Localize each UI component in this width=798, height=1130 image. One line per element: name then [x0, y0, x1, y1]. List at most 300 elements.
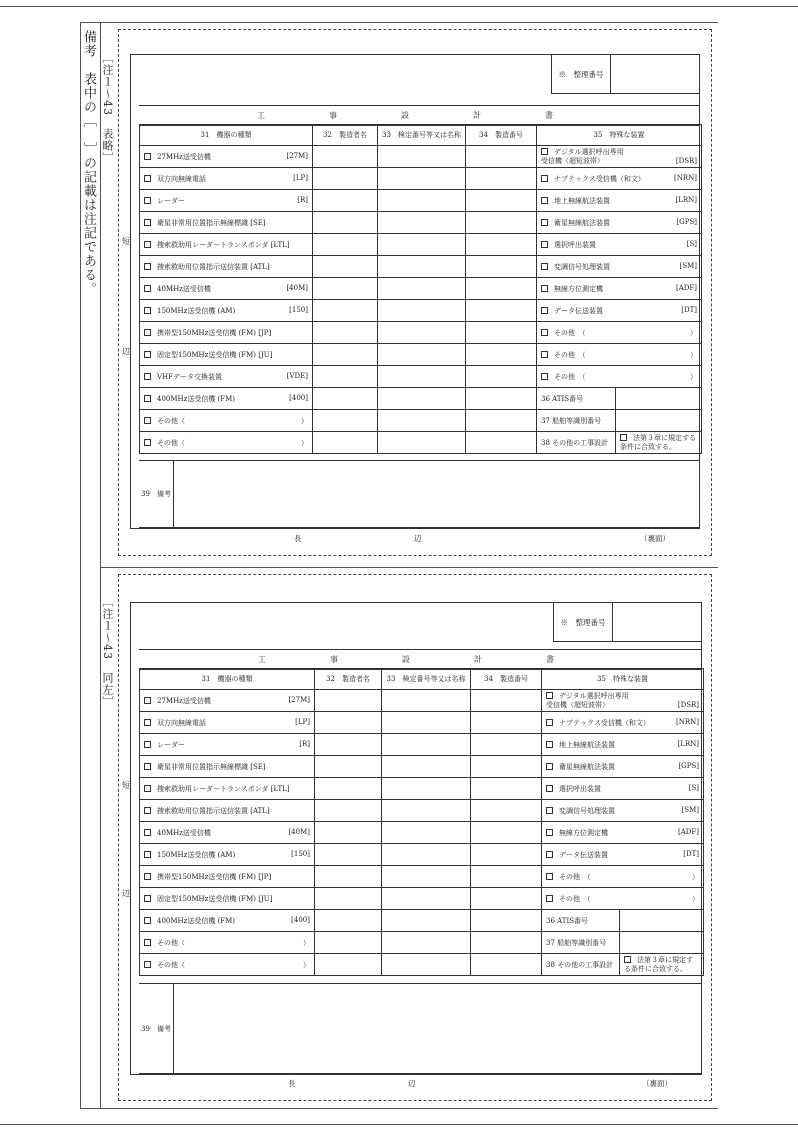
checkbox[interactable] [546, 785, 553, 792]
table-row [140, 844, 704, 866]
bottom-long-1: 長 [294, 534, 302, 543]
ship-id-field[interactable] [620, 932, 704, 954]
special-device-cell [542, 712, 704, 734]
device-code: [LP] [295, 717, 310, 726]
checkbox[interactable] [144, 697, 151, 704]
form-1-rows [140, 146, 702, 454]
table-row [140, 410, 702, 432]
bottom-reverse-2: （裏面） [642, 1079, 672, 1088]
checkbox[interactable] [546, 741, 553, 748]
device-name: 捜索救助用位置指示送信装置 [ATL] [157, 262, 270, 271]
checkbox[interactable] [620, 434, 627, 441]
table-row [140, 322, 702, 344]
side-edge-2: 辺 [122, 889, 130, 898]
checkbox[interactable] [546, 807, 553, 814]
serial-cell[interactable] [471, 800, 542, 822]
checkbox[interactable] [541, 373, 548, 380]
cert-number-cell[interactable] [378, 322, 466, 344]
special-device-name: その他 （ [554, 372, 586, 381]
cert-number-cell[interactable] [382, 910, 471, 932]
checkbox[interactable] [546, 873, 553, 880]
manufacturer-cell[interactable] [315, 712, 382, 734]
cert-number-cell[interactable] [378, 146, 466, 168]
cert-number-cell[interactable] [382, 822, 471, 844]
table-row [140, 910, 704, 932]
table-header-row [140, 125, 702, 146]
table-row [140, 690, 704, 712]
manufacturer-cell[interactable] [315, 866, 382, 888]
other-work-value [620, 954, 704, 976]
manufacturer-cell[interactable] [313, 278, 378, 300]
checkbox[interactable] [541, 351, 548, 358]
device-code: [VDE] [286, 371, 308, 380]
special-device-cell [542, 888, 704, 910]
ship-id-label: 37 船舶等識別番号 [537, 410, 616, 432]
serial-cell[interactable] [471, 778, 542, 800]
manufacturer-cell[interactable] [313, 256, 378, 278]
registration-number-label: ※ 整理番号 [552, 55, 611, 93]
special-device-name: ナブテックス受信機（和文） [554, 174, 645, 183]
device-name: 双方向無線電話 [157, 718, 206, 727]
table-row [140, 932, 704, 954]
cert-number-cell[interactable] [382, 932, 471, 954]
serial-cell[interactable] [466, 322, 537, 344]
special-device-name: デジタル選択呼出専用 [554, 147, 624, 156]
special-device-code: ） [692, 872, 700, 881]
manufacturer-cell[interactable] [315, 800, 382, 822]
device-cell [140, 888, 315, 910]
table-row [140, 278, 702, 300]
manufacturer-cell[interactable] [313, 146, 378, 168]
special-device-cell [537, 278, 702, 300]
header-special: 35 特殊な装置 [537, 125, 702, 146]
checkbox[interactable] [546, 829, 553, 836]
checkbox[interactable] [144, 873, 151, 880]
manufacturer-cell[interactable] [315, 756, 382, 778]
checkbox[interactable] [144, 917, 151, 924]
construction-design-form-2 [130, 602, 702, 1075]
checkbox[interactable] [541, 175, 548, 182]
checkbox[interactable] [144, 439, 151, 446]
special-device-code: [DT] [681, 305, 698, 314]
cert-number-cell[interactable] [378, 212, 466, 234]
serial-cell[interactable] [471, 690, 542, 712]
cert-number-cell[interactable] [378, 168, 466, 190]
device-name: その他（ [157, 416, 185, 425]
serial-cell[interactable] [466, 388, 537, 410]
device-cell [140, 190, 313, 212]
device-cell [140, 388, 313, 410]
device-name: 衛星非常用位置指示無線標識 [SE] [157, 218, 266, 227]
special-device-cell [542, 734, 704, 756]
serial-cell[interactable] [471, 822, 542, 844]
checkbox[interactable] [144, 219, 151, 226]
table-row [140, 146, 702, 168]
special-device-name: ナブテックス受信機（和文） [559, 718, 650, 727]
cert-number-cell[interactable] [382, 888, 471, 910]
remarks-note-vertical: 備考 表中の［ ］の記載は注記である。 [81, 30, 96, 296]
serial-cell[interactable] [466, 256, 537, 278]
manufacturer-cell[interactable] [315, 690, 382, 712]
device-code: [LP] [293, 173, 308, 182]
serial-cell[interactable] [471, 932, 542, 954]
serial-cell[interactable] [466, 146, 537, 168]
serial-cell[interactable] [471, 756, 542, 778]
checkbox[interactable] [541, 307, 548, 314]
checkbox[interactable] [541, 219, 548, 226]
manufacturer-cell[interactable] [313, 212, 378, 234]
device-cell [140, 168, 313, 190]
table-row [140, 822, 704, 844]
bracket-note-1: ［注１〜43 表略］ [101, 52, 114, 164]
special-device-name: その他 （ [554, 328, 586, 337]
special-device-name: 変調信号処理装置 [559, 806, 615, 815]
checkbox[interactable] [144, 153, 151, 160]
cert-number-cell[interactable] [378, 300, 466, 322]
checkbox[interactable] [144, 895, 151, 902]
cert-number-cell[interactable] [378, 190, 466, 212]
special-device-cell [542, 778, 704, 800]
special-device-code: [S] [688, 783, 700, 792]
table-row [140, 432, 702, 454]
device-name: その他（ [157, 438, 185, 447]
manufacturer-cell[interactable] [315, 778, 382, 800]
cert-number-cell[interactable] [382, 756, 471, 778]
special-device-cell [542, 690, 704, 712]
other-work-text: 法第３章に規定する条件に合致する。 [620, 433, 696, 451]
special-device-name: その他 （ [559, 872, 591, 881]
special-device-code: ） [692, 894, 700, 903]
checkbox[interactable] [144, 351, 151, 358]
checkbox[interactable] [144, 373, 151, 380]
checkbox[interactable] [624, 956, 631, 963]
cert-number-cell[interactable] [382, 778, 471, 800]
cert-number-cell[interactable] [378, 366, 466, 388]
serial-cell[interactable] [471, 866, 542, 888]
cert-number-cell[interactable] [382, 734, 471, 756]
device-cell [140, 432, 313, 454]
serial-cell[interactable] [471, 888, 542, 910]
cert-number-cell[interactable] [382, 844, 471, 866]
checkbox[interactable] [546, 895, 553, 902]
device-code: [400] [289, 393, 308, 402]
checkbox[interactable] [144, 851, 151, 858]
checkbox[interactable] [144, 807, 151, 814]
inner-frame-line [100, 22, 101, 1108]
special-device-cell [537, 146, 702, 168]
manufacturer-cell[interactable] [315, 932, 382, 954]
checkbox[interactable] [546, 692, 553, 699]
manufacturer-cell[interactable] [313, 190, 378, 212]
manufacturer-cell[interactable] [313, 366, 378, 388]
serial-cell[interactable] [471, 844, 542, 866]
bottom-edge-1: 辺 [414, 534, 422, 543]
manufacturer-cell[interactable] [313, 168, 378, 190]
checkbox[interactable] [144, 939, 151, 946]
special-device-code: [NRN] [674, 173, 698, 182]
serial-cell[interactable] [466, 366, 537, 388]
serial-cell[interactable] [466, 432, 537, 454]
special-device-name: 選択呼出装置 [559, 784, 601, 793]
special-device-code: [NRN] [676, 717, 700, 726]
atis-field[interactable] [620, 910, 704, 932]
special-device-cell [537, 212, 702, 234]
checkbox[interactable] [541, 263, 548, 270]
special-device-name: その他 （ [559, 894, 591, 903]
special-device-cell [537, 234, 702, 256]
device-name: 40MHz送受信機 [157, 828, 211, 837]
table-row [140, 300, 702, 322]
manufacturer-cell[interactable] [313, 344, 378, 366]
other-work-text: 法第３章に規定する条件に合致する。 [624, 955, 693, 973]
serial-cell[interactable] [466, 190, 537, 212]
manufacturer-cell[interactable] [315, 910, 382, 932]
table-row [140, 756, 704, 778]
special-device-code: [GPS] [676, 217, 698, 226]
table-row [140, 800, 704, 822]
device-cell [140, 146, 313, 168]
registration-number-box [553, 603, 701, 642]
table-row [140, 866, 704, 888]
serial-cell[interactable] [466, 410, 537, 432]
special-device-code: [DT] [683, 849, 700, 858]
serial-cell[interactable] [466, 168, 537, 190]
special-device-cell [542, 800, 704, 822]
header-special: 35 特殊な装置 [542, 669, 704, 690]
special-device-cell [537, 168, 702, 190]
registration-number-field[interactable] [611, 55, 699, 93]
device-code: [40M] [288, 827, 310, 836]
device-cell [140, 322, 313, 344]
device-cell [140, 800, 315, 822]
form-2-rows [140, 690, 704, 976]
atis-field[interactable] [616, 388, 702, 410]
checkbox[interactable] [144, 329, 151, 336]
header-manufacturer: 32 製造者名 [313, 125, 378, 146]
ship-id-label: 37 船舶等識別番号 [542, 932, 620, 954]
remarks-box [139, 983, 701, 1074]
cert-number-cell[interactable] [378, 432, 466, 454]
special-device-name: 無線方位測定機 [559, 828, 608, 837]
table-row [140, 190, 702, 212]
other-work-label: 38 その他の工事設計 [542, 954, 620, 976]
special-device-code: [LRN] [677, 739, 700, 748]
device-code: [R] [297, 195, 308, 204]
special-device-name: 地上無線航法装置 [554, 196, 610, 205]
checkbox[interactable] [144, 785, 151, 792]
device-cell [140, 234, 313, 256]
special-device-cell [542, 822, 704, 844]
ship-id-field[interactable] [616, 410, 702, 432]
header-serial: 34 製造番号 [466, 125, 537, 146]
device-code: ） [301, 416, 308, 425]
special-device-name: デジタル選択呼出専用 [559, 691, 629, 700]
special-device-code: [DSR] [677, 700, 700, 709]
cert-number-cell[interactable] [382, 800, 471, 822]
device-cell [140, 366, 313, 388]
checkbox[interactable] [541, 285, 548, 292]
form-title: 工 事 設 計 書 [139, 105, 699, 126]
manufacturer-cell[interactable] [313, 410, 378, 432]
table-row [140, 344, 702, 366]
device-name: 400MHz送受信機 (FM) [157, 394, 236, 403]
checkbox[interactable] [541, 329, 548, 336]
special-device-name: データ伝送装置 [559, 850, 608, 859]
cert-number-cell[interactable] [378, 278, 466, 300]
device-name: 27MHz送受信機 [157, 152, 211, 161]
device-name: 150MHz送受信機 (AM) [157, 850, 236, 859]
table-row [140, 712, 704, 734]
serial-cell[interactable] [471, 954, 542, 976]
manufacturer-cell[interactable] [313, 322, 378, 344]
device-name: 40MHz送受信機 [157, 284, 211, 293]
table-row [140, 888, 704, 910]
special-device-name: 衛星無線航法装置 [559, 762, 615, 771]
manufacturer-cell[interactable] [315, 844, 382, 866]
device-name: 衛星非常用位置指示無線標識 [SE] [157, 762, 266, 771]
checkbox[interactable] [144, 175, 151, 182]
checkbox[interactable] [541, 197, 548, 204]
side-short-2: 短 [122, 781, 130, 790]
device-name: 150MHz送受信機 (AM) [157, 306, 236, 315]
checkbox[interactable] [144, 741, 151, 748]
checkbox[interactable] [546, 851, 553, 858]
checkbox[interactable] [541, 241, 548, 248]
checkbox[interactable] [546, 763, 553, 770]
registration-number-label: ※ 整理番号 [554, 603, 613, 641]
checkbox[interactable] [144, 241, 151, 248]
device-cell [140, 410, 313, 432]
manufacturer-cell[interactable] [313, 388, 378, 410]
header-cert-number: 33 検定番号等又は名称 [382, 669, 471, 690]
header-cert-number: 33 検定番号等又は名称 [378, 125, 466, 146]
serial-cell[interactable] [471, 734, 542, 756]
manufacturer-cell[interactable] [315, 734, 382, 756]
special-device-cell [537, 190, 702, 212]
device-cell [140, 278, 313, 300]
table-row [140, 234, 702, 256]
frame-bottom-line [80, 1108, 718, 1109]
manufacturer-cell[interactable] [313, 234, 378, 256]
manufacturer-cell[interactable] [315, 888, 382, 910]
cert-number-cell[interactable] [378, 256, 466, 278]
table-row [140, 366, 702, 388]
device-cell [140, 866, 315, 888]
checkbox[interactable] [144, 961, 151, 968]
manufacturer-cell[interactable] [315, 822, 382, 844]
table-row [140, 778, 704, 800]
special-device-code: [S] [686, 239, 698, 248]
device-name: その他（ [157, 960, 185, 969]
serial-cell[interactable] [471, 712, 542, 734]
checkbox[interactable] [144, 395, 151, 402]
checkbox[interactable] [144, 763, 151, 770]
checkbox[interactable] [546, 719, 553, 726]
checkbox[interactable] [144, 417, 151, 424]
special-device-cell [537, 256, 702, 278]
checkbox[interactable] [144, 285, 151, 292]
device-name: 携帯型150MHz送受信機 (FM) [JP] [157, 872, 272, 881]
device-code: ） [301, 438, 308, 447]
special-device-cell [542, 844, 704, 866]
device-name: 捜索救助用レーダートランスポンダ [LTL] [157, 240, 290, 249]
special-device-name-line2: 受信機（超短波帯） [541, 156, 604, 165]
device-cell [140, 712, 315, 734]
special-device-cell [537, 300, 702, 322]
table-row [140, 954, 704, 976]
special-device-name: データ伝送装置 [554, 306, 603, 315]
equipment-table [139, 124, 702, 454]
remarks-box [139, 460, 699, 528]
cert-number-cell[interactable] [382, 690, 471, 712]
device-name: 双方向無線電話 [157, 174, 206, 183]
special-device-code: [SM] [681, 805, 700, 814]
registration-number-field[interactable] [613, 603, 701, 641]
cert-number-cell[interactable] [382, 712, 471, 734]
device-name: 固定型150MHz送受信機 (FM) [JU] [157, 350, 273, 359]
device-name: 400MHz送受信機 (FM) [157, 916, 236, 925]
checkbox[interactable] [541, 148, 548, 155]
cert-number-cell[interactable] [378, 344, 466, 366]
serial-cell[interactable] [471, 910, 542, 932]
special-device-code: ） [690, 328, 698, 337]
special-device-name: 衛星無線航法装置 [554, 218, 610, 227]
device-name: 捜索救助用レーダートランスポンダ [LTL] [157, 784, 290, 793]
table-row [140, 388, 702, 410]
serial-cell[interactable] [466, 212, 537, 234]
table-header-row [140, 669, 704, 690]
device-cell [140, 212, 313, 234]
cert-number-cell[interactable] [382, 954, 471, 976]
device-cell [140, 690, 315, 712]
special-device-cell [537, 366, 702, 388]
serial-cell[interactable] [466, 234, 537, 256]
manufacturer-cell[interactable] [315, 954, 382, 976]
serial-cell[interactable] [466, 278, 537, 300]
serial-cell[interactable] [466, 344, 537, 366]
table-row [140, 256, 702, 278]
special-device-code: [ADF] [678, 827, 700, 836]
device-name: レーダー [157, 740, 185, 749]
serial-cell[interactable] [466, 300, 537, 322]
checkbox[interactable] [144, 263, 151, 270]
device-code: [400] [291, 915, 310, 924]
remarks-label: 39 備考 [139, 984, 174, 1073]
manufacturer-cell[interactable] [313, 300, 378, 322]
checkbox[interactable] [144, 829, 151, 836]
special-device-name: 地上無線航法装置 [559, 740, 615, 749]
checkbox[interactable] [144, 197, 151, 204]
special-device-code: [DSR] [675, 156, 698, 165]
device-name: その他（ [157, 938, 185, 947]
cert-number-cell[interactable] [382, 866, 471, 888]
device-cell [140, 844, 315, 866]
side-edge-1: 辺 [122, 347, 130, 356]
equipment-table [139, 668, 704, 976]
cert-number-cell[interactable] [378, 410, 466, 432]
manufacturer-cell[interactable] [313, 432, 378, 454]
cert-number-cell[interactable] [378, 388, 466, 410]
cert-number-cell[interactable] [378, 234, 466, 256]
atis-label: 36 ATIS番号 [542, 910, 620, 932]
form-title: 工 事 設 計 書 [139, 649, 701, 670]
checkbox[interactable] [144, 307, 151, 314]
construction-design-form-1 [130, 54, 700, 529]
bottom-long-2: 長 [288, 1079, 296, 1088]
device-name: 固定型150MHz送受信機 (FM) [JU] [157, 894, 273, 903]
checkbox[interactable] [144, 719, 151, 726]
header-device-type: 31 機器の種類 [140, 669, 315, 690]
